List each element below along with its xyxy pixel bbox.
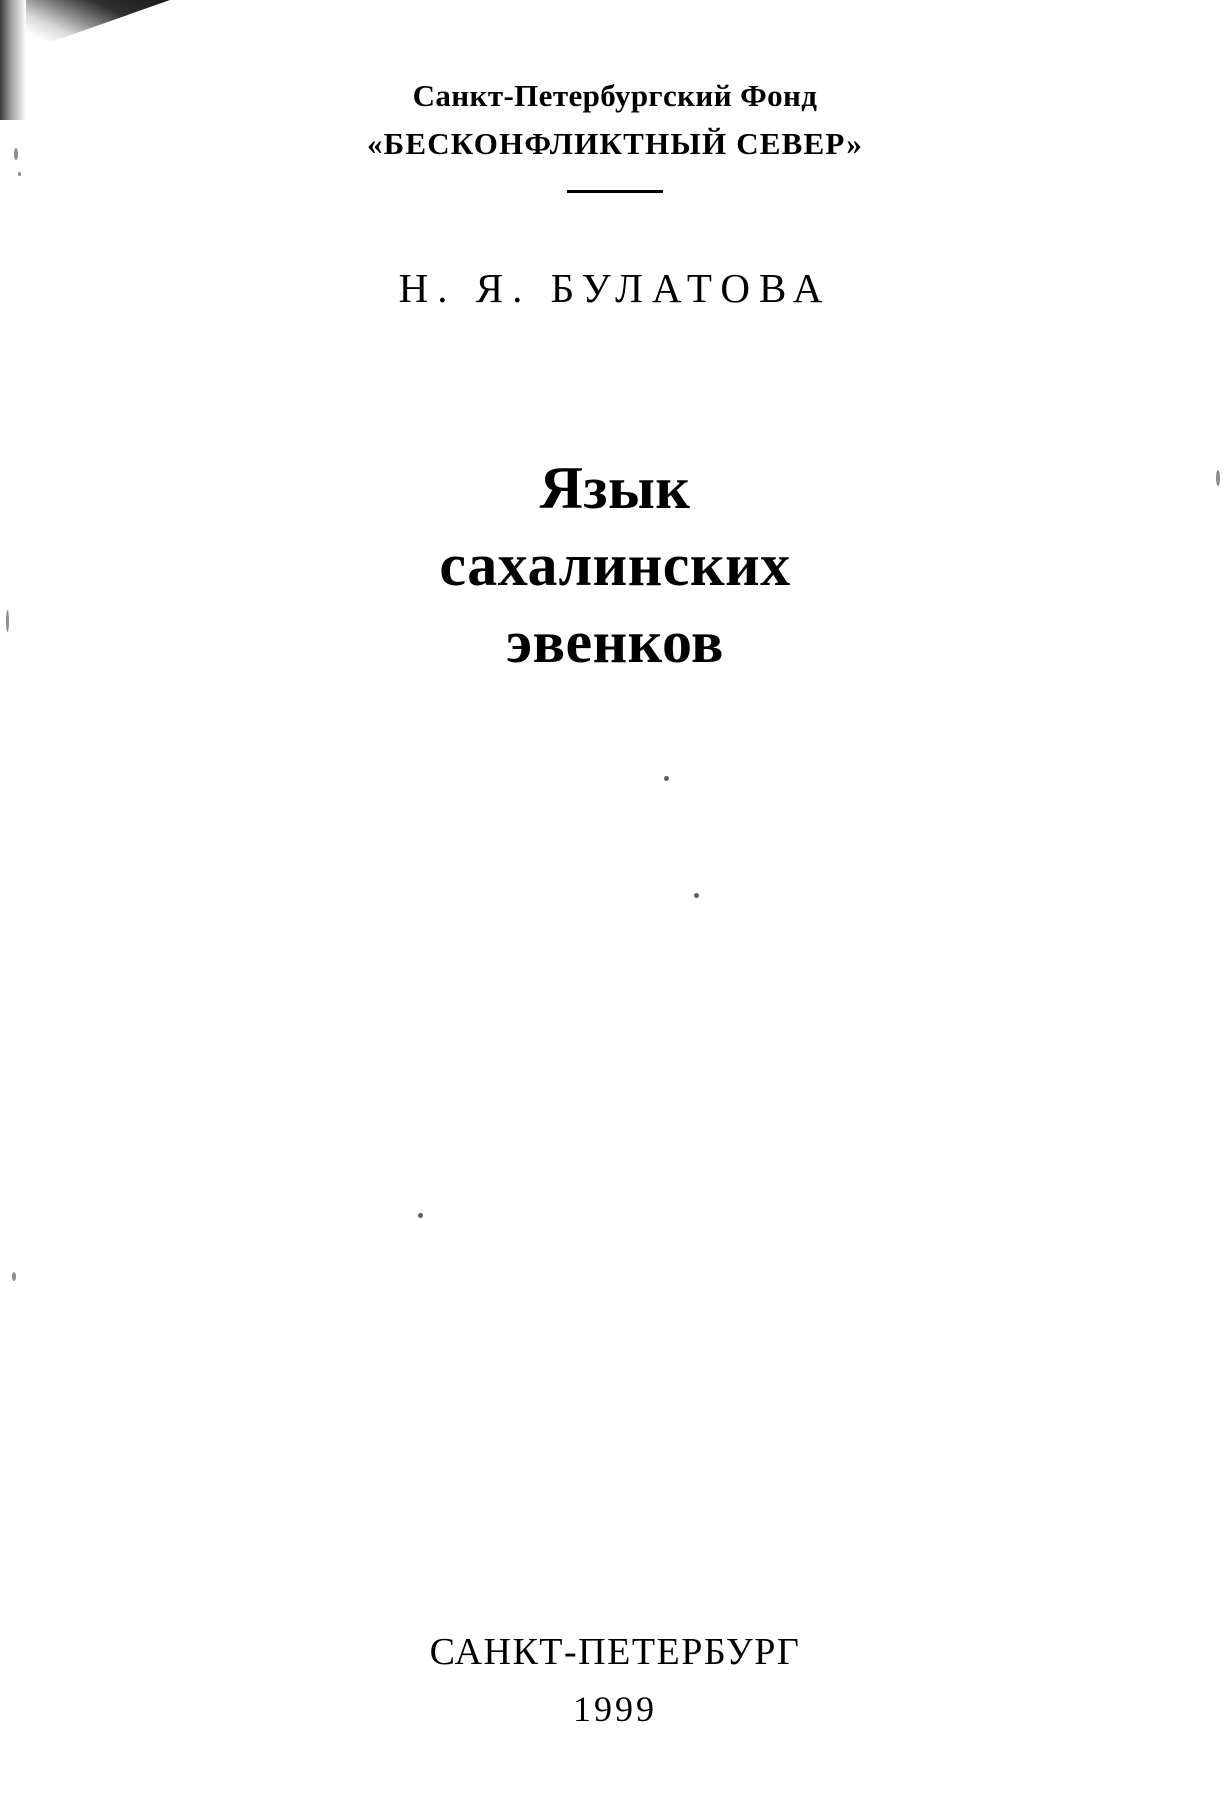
- imprint-year: 1999: [573, 1689, 657, 1729]
- book-title: [0, 450, 1230, 680]
- book-title-line-3: эвенков: [506, 608, 724, 675]
- page-speck: [664, 776, 669, 781]
- publisher-line-2: «БЕСКОНФЛИКТНЫЙ СЕВЕР»: [366, 126, 864, 161]
- book-title-line-1: Язык: [539, 455, 691, 521]
- publisher-block: [0, 78, 1230, 193]
- divider-rule: [567, 190, 663, 193]
- book-title-line-2: сахалинских: [439, 531, 791, 598]
- page-speck: [418, 1213, 423, 1218]
- scan-speck: [12, 1272, 16, 1281]
- publisher-line-1: Санкт-Петербургский Фонд: [412, 78, 818, 113]
- author-name: Н. Я. БУЛАТОВА: [398, 265, 832, 311]
- page-speck: [694, 893, 699, 898]
- imprint-block: [0, 1630, 1230, 1730]
- imprint-city: САНКТ-ПЕТЕРБУРГ: [429, 1631, 801, 1673]
